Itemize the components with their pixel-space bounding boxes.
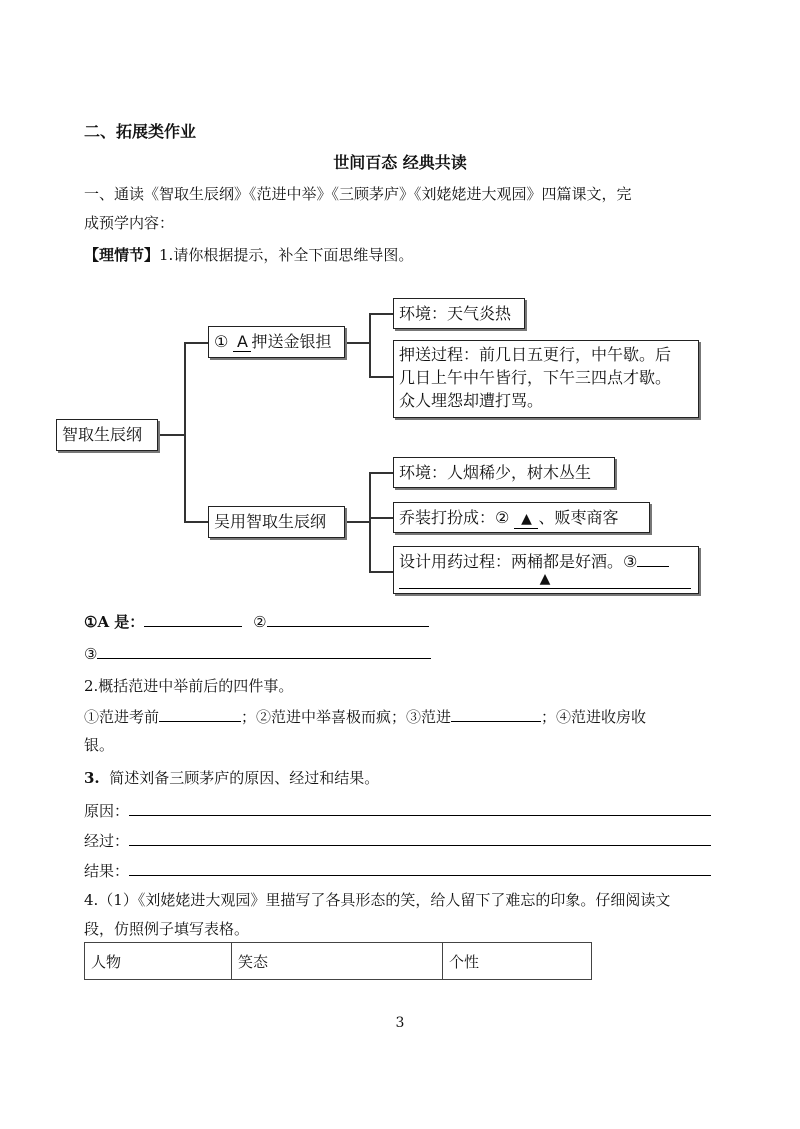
mindmap-disguise: [393, 502, 650, 533]
q3-number: 3.: [84, 769, 100, 787]
blank-a: A: [233, 333, 251, 352]
answer-a-blank[interactable]: [144, 610, 242, 627]
question-1-text: 1.请你根据提示，补全下面思维导图。: [159, 246, 414, 264]
q3-text: 简述刘备三顾茅庐的原因、经过和结果。: [109, 769, 380, 787]
intro-line-1: 一、通读《智取生辰纲》《范进中举》《三顾茅庐》《刘姥姥进大观园》四篇课文，完: [84, 185, 632, 203]
connector: [369, 472, 371, 572]
q2-item-1: ①范进考前: [84, 708, 160, 726]
question-1-tag: 【理情节】: [84, 246, 160, 264]
connector: [184, 521, 208, 523]
disguise-suffix: 、贩枣商客: [538, 508, 619, 527]
connector: [369, 517, 393, 519]
connector: [369, 313, 371, 377]
q2-item-4: 银。: [84, 736, 115, 754]
answer-2-blank[interactable]: [267, 610, 429, 627]
connector: [369, 376, 393, 378]
section-heading: 二、拓展类作业: [84, 122, 197, 141]
connector: [369, 313, 393, 315]
circle-number-1: ①: [214, 332, 229, 351]
mindmap-drug-process: [393, 546, 699, 594]
q3-reason-blank[interactable]: [129, 799, 711, 816]
mindmap-escort-process: 押送过程：前几日五更行，中午歇。后 几日上午中午皆行，下午三四点才歇。 众人埋怨却遭打骂。: [393, 340, 699, 418]
q3-result-blank[interactable]: [129, 859, 711, 876]
mindmap-branch-2: 吴用智取生辰纲: [208, 506, 345, 538]
q3-result-row: [84, 859, 711, 881]
q2-blank-2[interactable]: [451, 705, 541, 722]
q2-item-2: ；②范进中举喜极而疯；③范进: [241, 708, 452, 726]
q3-reason-label: 原因：: [84, 802, 130, 820]
answer-line-3: [84, 642, 431, 664]
answer-blank[interactable]: [637, 550, 669, 567]
connector: [369, 571, 393, 573]
q3-result-label: 结果：: [84, 862, 130, 880]
mindmap-root: [56, 419, 158, 451]
table-header-personality: 个性: [443, 943, 592, 980]
triangle-icon: ▲: [514, 510, 538, 529]
mindmap-environment-1: 环境：天气炎热: [393, 298, 525, 329]
answer-3-label: ③: [84, 645, 98, 663]
mindmap-root-label: 智取生辰纲: [62, 425, 143, 444]
table-header-person: 人物: [85, 943, 232, 980]
connector: [184, 342, 208, 344]
mindmap-environment-2: 环境：人烟稀少，树木丛生: [393, 457, 615, 488]
q3-reason-row: [84, 799, 711, 821]
table-header-laugh: 笑态: [232, 943, 443, 980]
connector: [369, 472, 393, 474]
q2-blank-1[interactable]: [159, 705, 241, 722]
q2-item-3: ；④范进收房收: [541, 708, 647, 726]
question-1: [84, 245, 413, 265]
intro-line-2: 成预学内容：: [84, 214, 175, 232]
q3-process-row: [84, 829, 711, 851]
question-2-title: 2.概括范进中举前后的四件事。: [84, 677, 294, 695]
connector: [345, 521, 369, 523]
connector: [158, 434, 184, 436]
answer-a-label: ①A 是：: [84, 613, 145, 631]
q3-process-blank[interactable]: [129, 829, 711, 846]
q3-process-label: 经过：: [84, 832, 130, 850]
laugh-table: [84, 942, 592, 980]
connector: [345, 342, 369, 344]
subtitle: 世间百态 经典共读: [333, 153, 467, 172]
table-row: [85, 943, 592, 980]
question-3-title: [84, 768, 379, 788]
mindmap-branch-1-label: 押送金银担: [251, 332, 332, 351]
question-2-line: [84, 705, 646, 727]
answer-2-label: ②: [253, 613, 267, 631]
mindmap-branch-1: [208, 326, 345, 358]
drug-process-label: 设计用药过程：两桶都是好酒。③: [399, 552, 638, 571]
question-4-line-2: 段，仿照例子填写表格。: [84, 920, 250, 938]
answer-3-blank[interactable]: [97, 642, 431, 659]
connector: [184, 342, 186, 522]
question-4-line-1: 4.（1）《刘姥姥进大观园》里描写了各具形态的笑，给人留下了难忘的印象。仔细阅读文: [84, 891, 671, 909]
triangle-icon: ▲: [399, 570, 691, 589]
disguise-label: 乔装打扮成：②: [399, 508, 510, 527]
answer-line-1: [84, 610, 429, 632]
page-number: 3: [395, 1015, 405, 1031]
